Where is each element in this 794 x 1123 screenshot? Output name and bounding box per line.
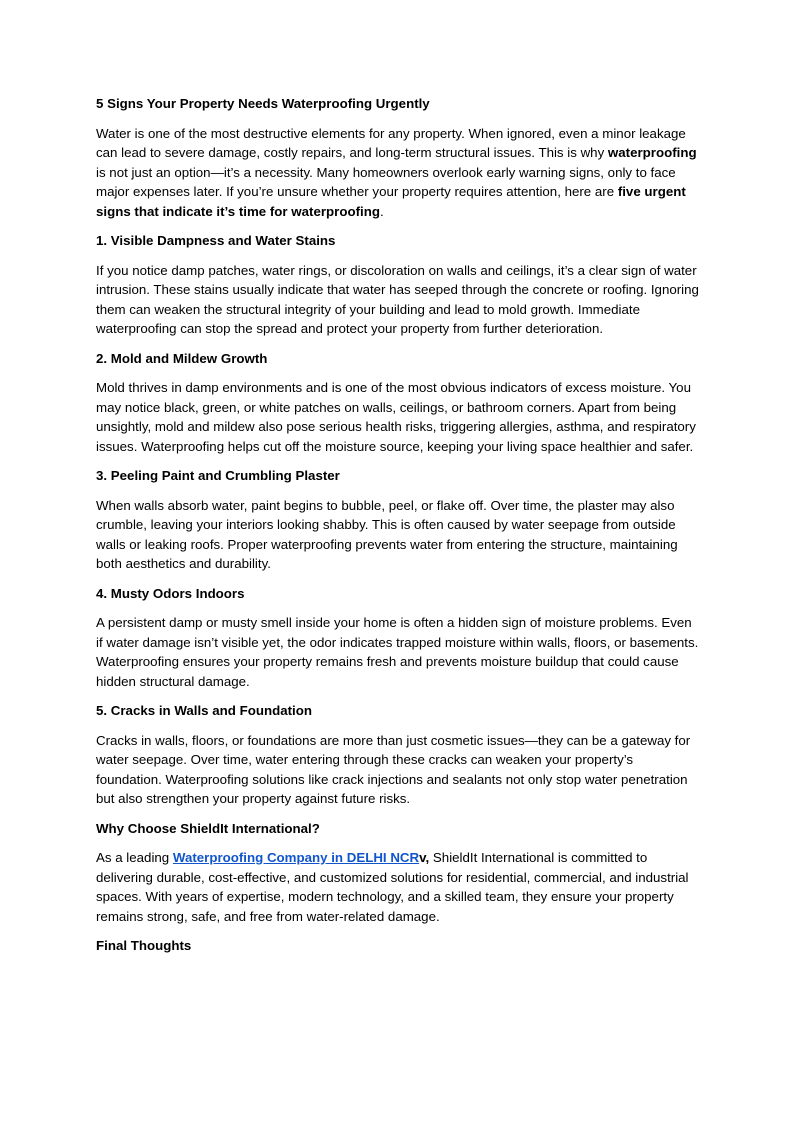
intro-bold-five-signs: five urgent signs that indicate it’s time for waterproofing bbox=[96, 184, 686, 219]
section-2-body: Mold thrives in damp environments and is one of the most obvious indicators of excess moisture. You may notice black, green, or white patches on walls, ceilings, or bathroom corners. Apart from being unsightly, mold and mildew also pose serious health risks, triggering allergies, asthma, and respiratory issues. Waterproofing helps cut off the moisture source, keeping your living space healthier and safer. bbox=[96, 380, 696, 454]
waterproofing-company-link[interactable]: Waterproofing Company in DELHI NCR bbox=[172, 850, 420, 865]
section-4-heading: 4. Musty Odors Indoors bbox=[96, 585, 245, 601]
section-5-body: Cracks in walls, floors, or foundations are more than just cosmetic issues—they can be a gateway for water seepage. Over time, water entering through these cracks can weaken your property’s foundation. Waterproofing solutions like crack injections and sealants not only stop water penetration but also strengthen your property against future risks. bbox=[96, 732, 691, 806]
why-choose-paragraph bbox=[96, 848, 700, 926]
section-1-body: If you notice damp patches, water rings, or discoloration on walls and ceilings, it’s a clear sign of water intrusion. These stains usually indicate that water has seeped through the concrete or roofing. Ignoring them can weaken the structural integrity of your building and lead to mold growth. Immediate waterproofing can stop the spread and protect your property from further deterioration. bbox=[96, 262, 699, 336]
intro-bold-waterproofing: waterproofing bbox=[607, 145, 697, 160]
section-5-heading: 5. Cracks in Walls and Foundation bbox=[96, 703, 312, 718]
why-rest-text: ShieldIt International is committed to delivering durable, cost-effective, and customized solutions for residential, commercial, and industrial spaces. With years of expertise, modern technology, and a skilled team, they ensure your property remains strong, safe, and free from water-related damage. bbox=[96, 850, 689, 924]
section-4-body: A persistent damp or musty smell inside your home is often a hidden sign of moisture problems. Even if water damage isn’t visible yet, the odor indicates trapped moisture within walls, floors, or basements. Waterproofing ensures your property remains fresh and prevents moisture buildup that could cause hidden structural damage. bbox=[96, 615, 699, 689]
document-page bbox=[96, 94, 700, 966]
why-after-link-bold: v, bbox=[419, 850, 430, 865]
section-3-body: When walls absorb water, paint begins to bubble, peel, or flake off. Over time, the plaster may also crumble, leaving your interiors looking shabby. This is often caused by water seepage from outside walls or leaking roofs. Proper waterproofing prevents water from entering the structure, maintaining both aesthetics and durability. bbox=[96, 497, 678, 571]
intro-text-1: Water is one of the most destructive elements for any property. When ignored, even a minor leakage can lead to severe damage, costly repairs, and long-term structural issues. This is why bbox=[96, 125, 686, 160]
section-2-heading: 2. Mold and Mildew Growth bbox=[96, 350, 268, 366]
section-1-heading: 1. Visible Dampness and Water Stains bbox=[96, 233, 336, 248]
why-lead-text: As a leading bbox=[96, 850, 173, 865]
document-title: 5 Signs Your Property Needs Waterproofing Urgently bbox=[96, 96, 430, 111]
intro-paragraph bbox=[96, 124, 700, 222]
intro-text-3: . bbox=[379, 203, 384, 219]
why-choose-heading: Why Choose ShieldIt International? bbox=[96, 820, 320, 836]
final-thoughts-heading: Final Thoughts bbox=[96, 938, 192, 953]
intro-text-2: is not just an option—it’s a necessity. Many homeowners overlook early warning signs, only to face major expenses later. If you’re unsure whether your property requires attention, here are bbox=[96, 164, 676, 199]
section-3-heading: 3. Peeling Paint and Crumbling Plaster bbox=[96, 468, 340, 483]
